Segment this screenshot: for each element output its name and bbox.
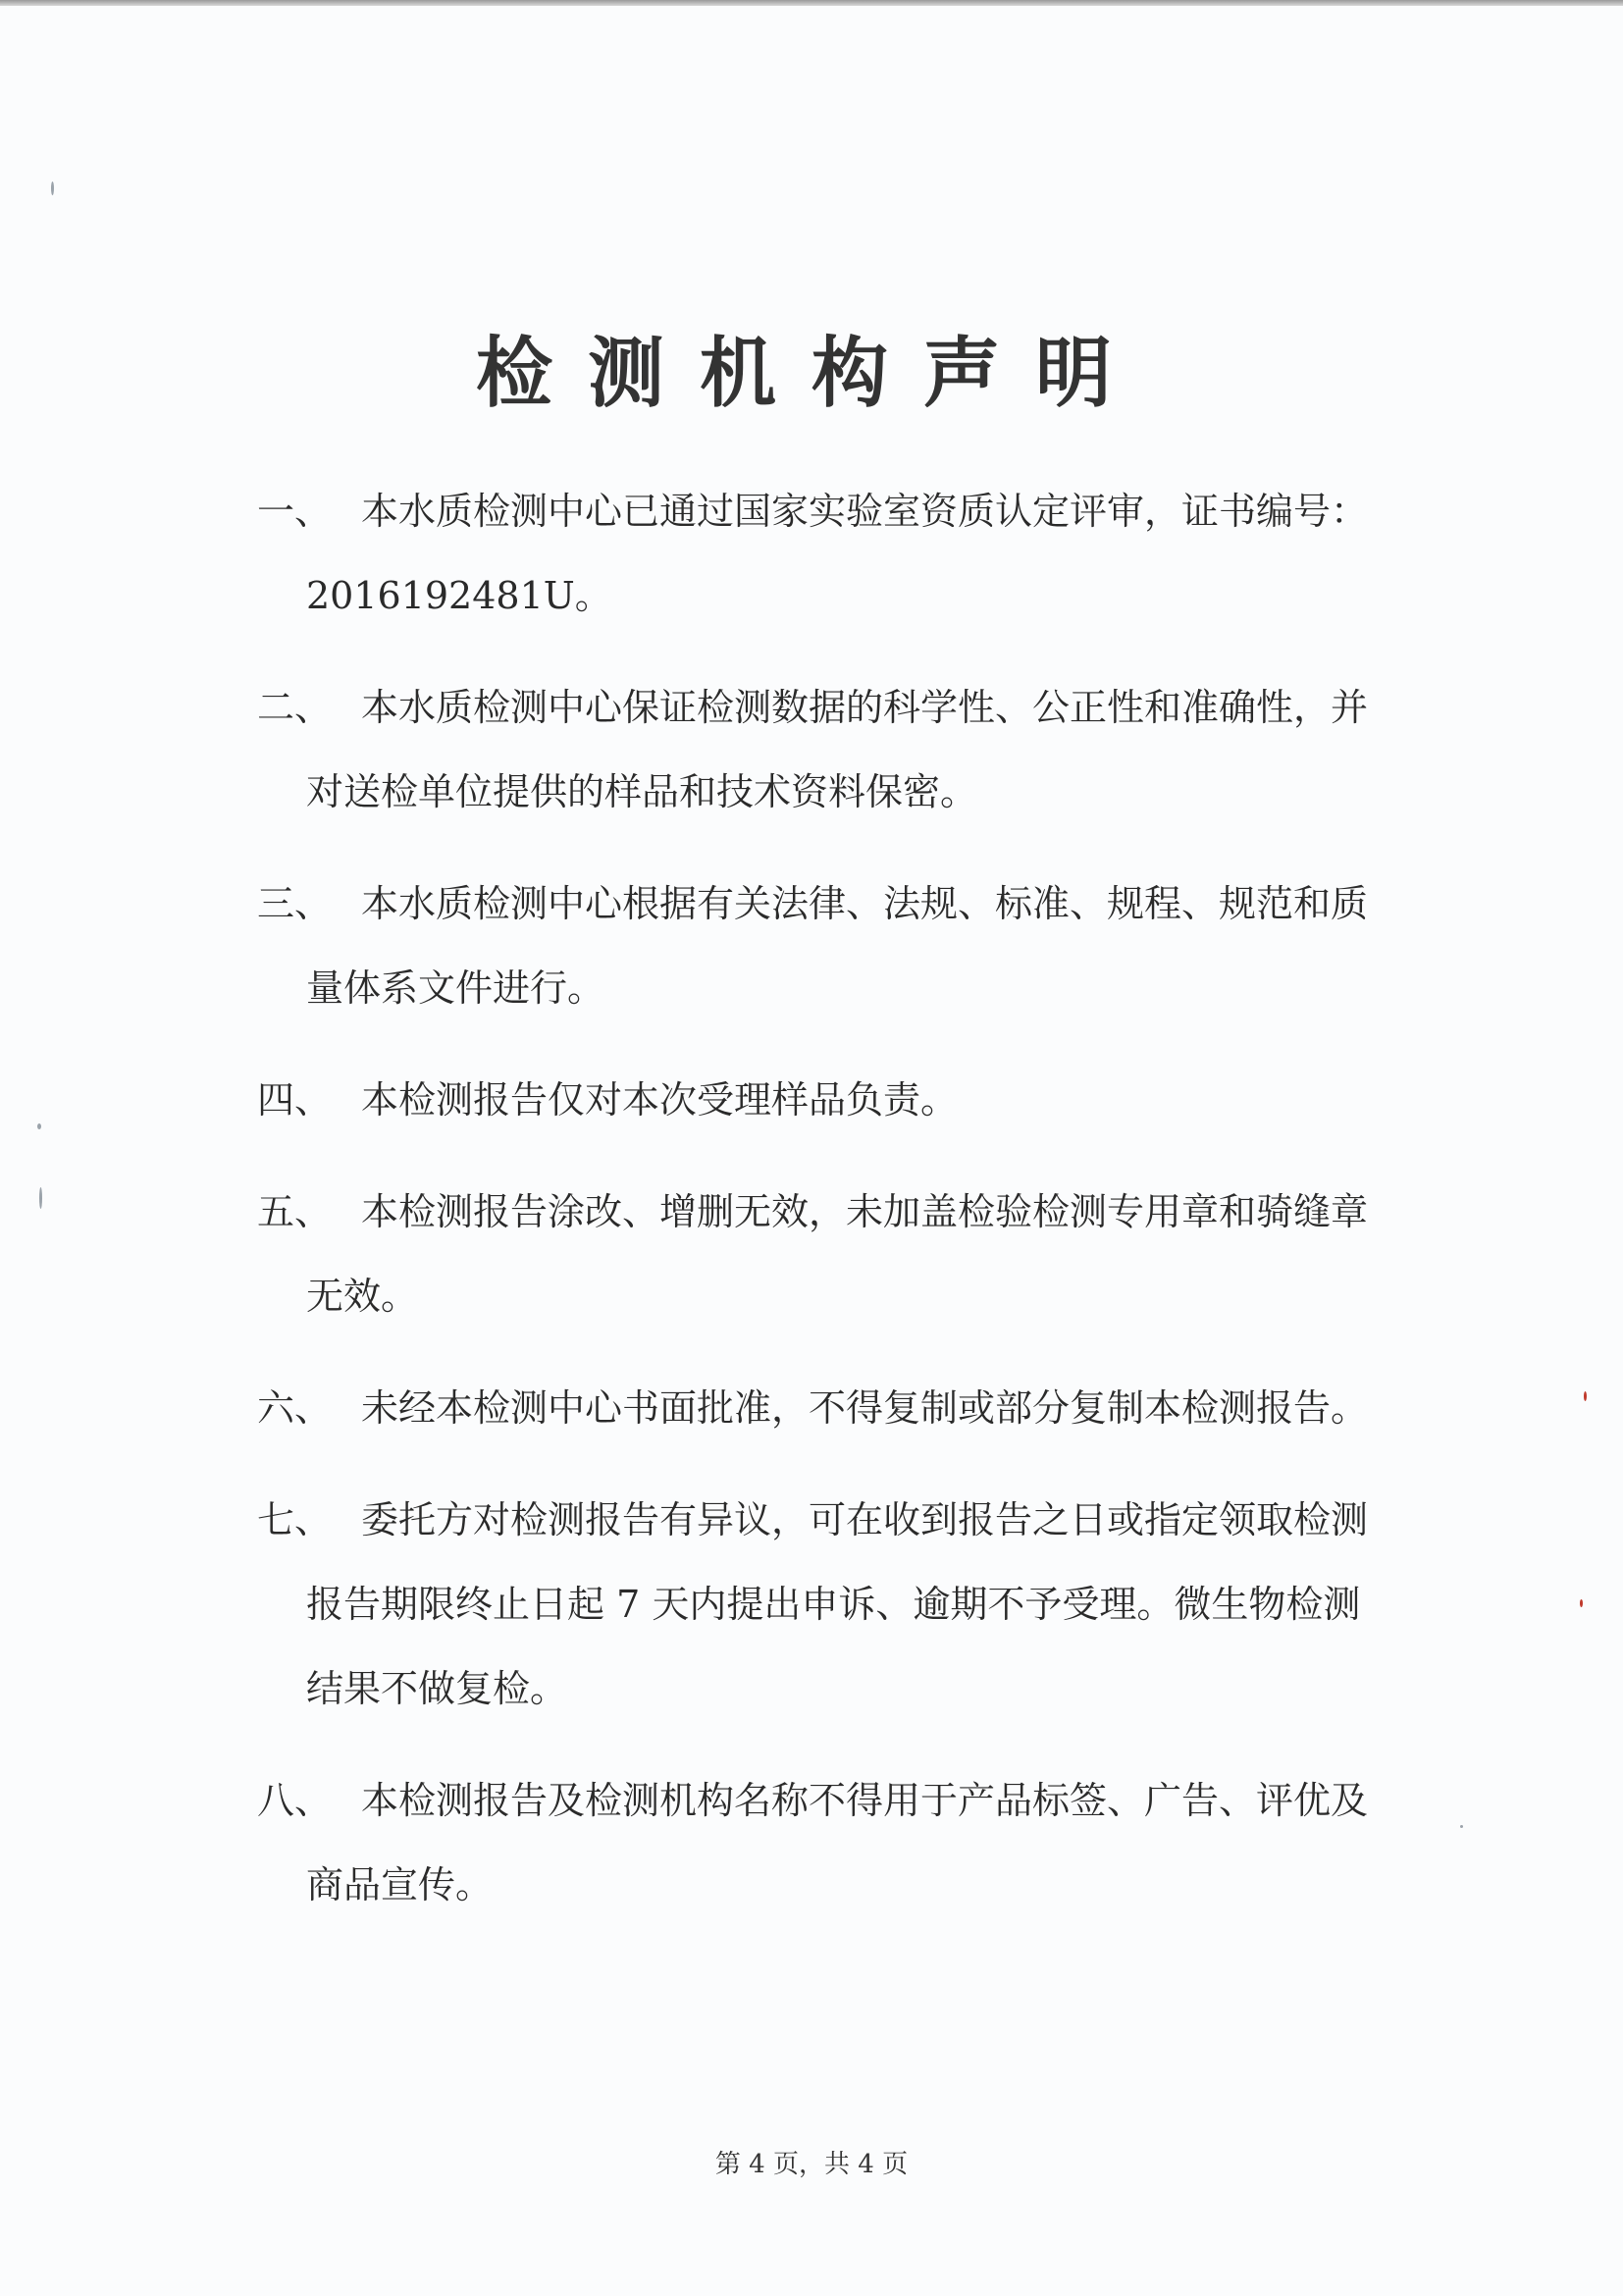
statement-line: 本水质检测中心已通过国家实验室资质认定评审，证书编号：: [361, 490, 1369, 533]
scan-speck: [1460, 1825, 1463, 1828]
statement-list: [257, 469, 1386, 1955]
statement-line: 报告期限终止日起 7 天内提出申诉、逾期不予受理。微生物检测: [306, 1583, 1361, 1626]
scan-speck: [37, 1123, 41, 1129]
statement-text: [306, 861, 1386, 1030]
scan-speck: [1584, 1391, 1587, 1401]
statement-text: [306, 1758, 1386, 1927]
statement-line: 未经本检测中心书面批准，不得复制或部分复制本检测报告。: [361, 1386, 1369, 1430]
statement-number: 七、: [257, 1498, 333, 1541]
statement-number: 二、: [257, 686, 333, 729]
statement-text: [306, 469, 1386, 638]
statement-text: [306, 1170, 1386, 1338]
statement-line: 结果不做复检。: [306, 1667, 568, 1710]
statement-line: 委托方对检测报告有异议，可在收到报告之日或指定领取检测: [361, 1498, 1369, 1541]
statement-number: 五、: [257, 1190, 333, 1233]
statement-item: [257, 861, 1386, 1030]
statement-text: [306, 665, 1386, 834]
statement-line: 本检测报告及检测机构名称不得用于产品标签、广告、评优及: [361, 1779, 1369, 1822]
statement-line: 2016192481U。: [306, 574, 612, 617]
statement-text: [306, 1478, 1386, 1731]
statement-line: 商品宣传。: [306, 1863, 494, 1906]
scan-speck: [39, 1187, 42, 1209]
statement-number: 六、: [257, 1386, 333, 1430]
statement-item: [257, 1758, 1386, 1927]
page-footer: 第 4 页，共 4 页: [714, 2150, 909, 2179]
statement-line: 量体系文件进行。: [306, 966, 605, 1010]
statement-line: 本水质检测中心保证检测数据的科学性、公正性和准确性，并: [361, 686, 1369, 729]
statement-item: [257, 1366, 1386, 1450]
statement-text: [361, 1366, 1386, 1450]
scan-speck: [1580, 1599, 1583, 1607]
page-title: 检测机构声明: [475, 330, 1147, 418]
scan-speck: [51, 182, 54, 195]
statement-number: 八、: [257, 1779, 333, 1822]
scan-top-edge: [0, 0, 1623, 6]
statement-text: [361, 1058, 1386, 1142]
statement-line: 无效。: [306, 1275, 419, 1318]
statement-line: 对送检单位提供的样品和技术资料保密。: [306, 770, 978, 813]
statement-item: [257, 1478, 1386, 1731]
statement-item: [257, 469, 1386, 638]
statement-line: 本检测报告仅对本次受理样品负责。: [361, 1078, 959, 1122]
statement-item: [257, 1058, 1386, 1142]
statement-item: [257, 1170, 1386, 1338]
statement-item: [257, 665, 1386, 834]
statement-line: 本检测报告涂改、增删无效，未加盖检验检测专用章和骑缝章: [361, 1190, 1369, 1233]
statement-line: 本水质检测中心根据有关法律、法规、标准、规程、规范和质: [361, 882, 1369, 925]
statement-number: 四、: [257, 1078, 333, 1122]
statement-number: 三、: [257, 882, 333, 925]
statement-number: 一、: [257, 490, 333, 533]
